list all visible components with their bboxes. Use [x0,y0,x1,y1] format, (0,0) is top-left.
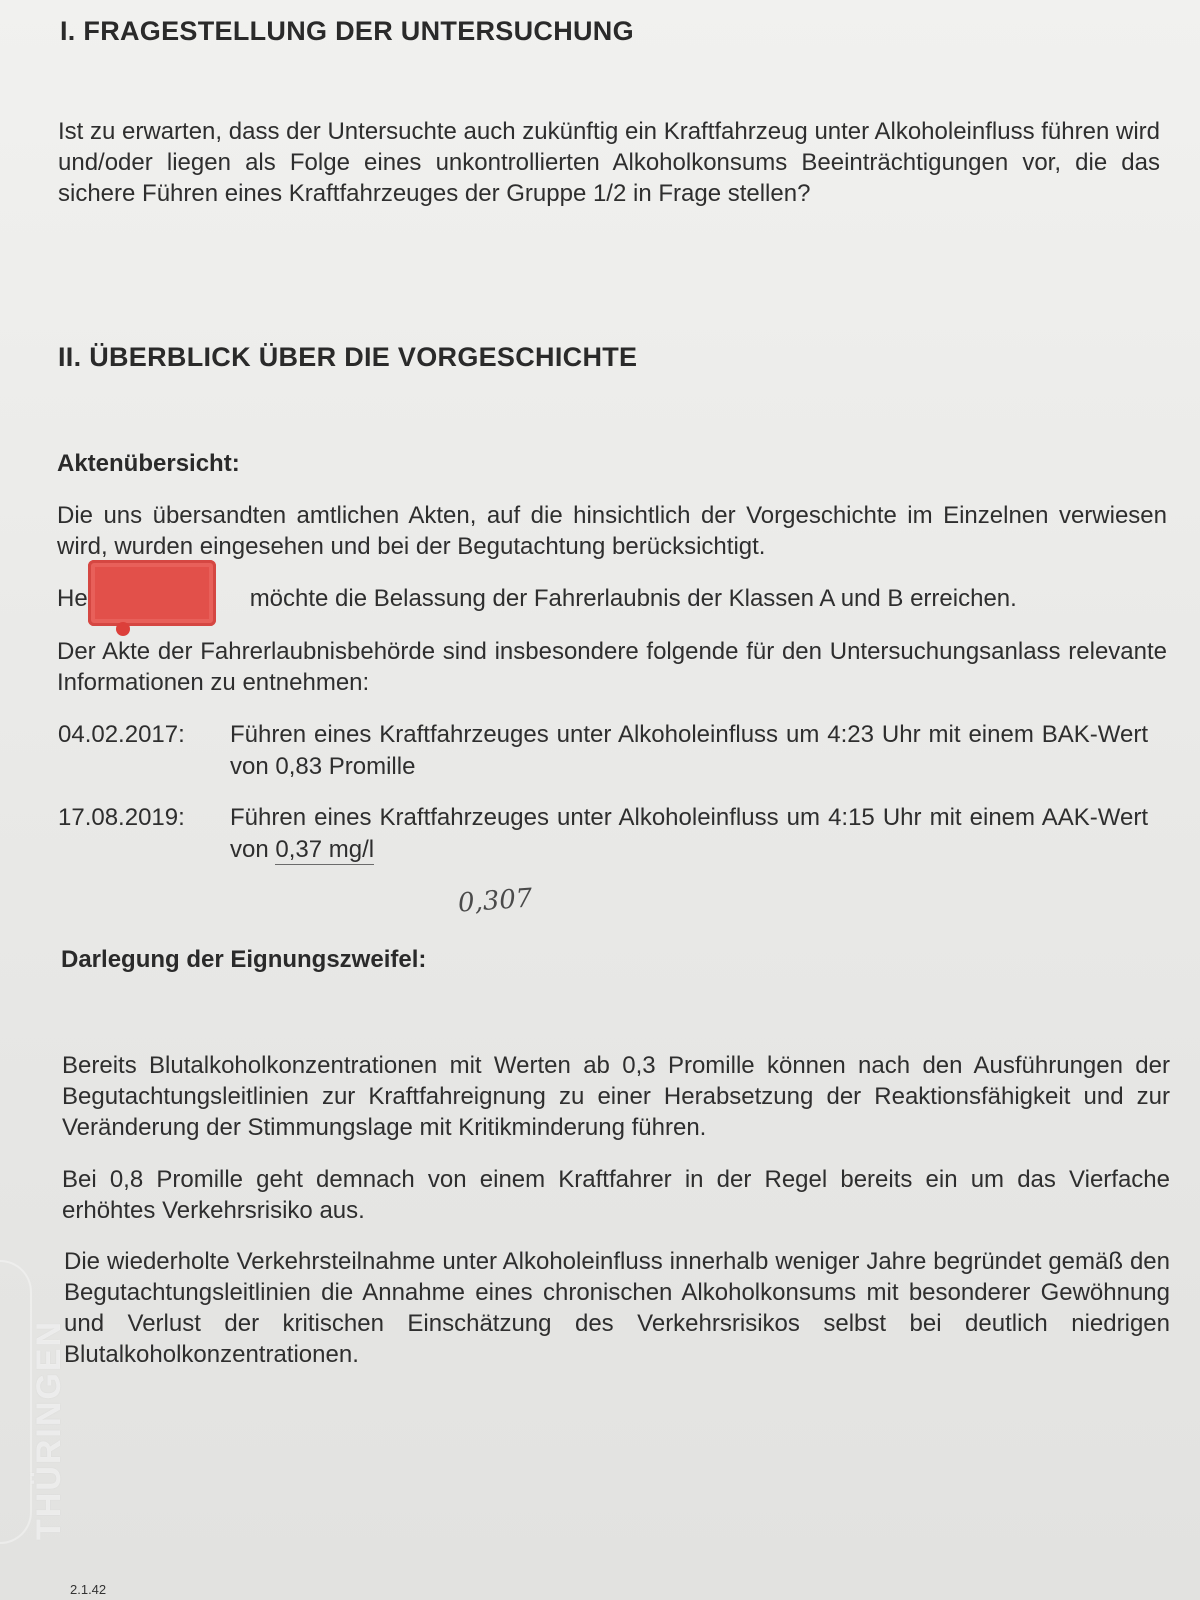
red-redaction-tape [88,560,216,626]
question-paragraph: Ist zu erwarten, dass der Untersuchte auch zukünftig ein Kraftfahrzeug unter Alkoholeinfluss führen wird und/oder liegen als Folge eines unkontrollierten Alkoholkonsums Beeinträchtigungen vor, die das sichere Führen eines Kraftfahrzeuges der Gruppe 1/2 in Frage stellen? [58,118,1160,207]
entry-text [230,802,1148,866]
entry-date: 04.02.2017: [58,721,185,748]
entry-date: 17.08.2019: [58,804,185,831]
section-heading-fragestellung: I. FRAGESTELLUNG DER UNTERSUCHUNG [60,16,634,46]
watermark-seal [0,1260,32,1544]
footer-code: 2.1.42 [70,1582,107,1597]
aak-value: 0,37 mg/l [275,836,375,863]
zweifel-paragraph: Bei 0,8 Promille geht demnach von einem Kraftfahrer in der Regel bereits ein um das Vierfache erhöhtes Verkehrsrisiko aus. [62,1166,1170,1224]
entry-row [58,802,1158,872]
redaction-tab-marker [116,622,130,636]
section-heading-vorgeschichte: II. ÜBERBLICK ÜBER DIE VORGESCHICHTE [58,342,638,372]
entry-text: Führen eines Kraftfahrzeuges unter Alkoholeinfluss um 4:23 Uhr mit einem BAK-Wert von 0,83 Promille [230,721,1148,780]
akten-title: Aktenübersicht: [57,450,240,477]
zweifel-paragraph: Bereits Blutalkoholkonzentrationen mit Werten ab 0,3 Promille können nach den Ausführungen der Begutachtungsleitlinien zur Kraftfahreignung zu einer Herabsetzung der Reaktionsfähigkeit und zur Veränderung der Stimmungslage mit Kritikminderung führen. [62,1052,1170,1141]
handwritten-note: 0,307 [457,883,534,919]
request-prefix: He [57,585,88,612]
watermark-text: THÜRINGEN [30,1319,68,1540]
request-line [57,583,1167,614]
request-text: möchte die Belassung der Fahrerlaubnis der Klassen A und B erreichen. [249,585,1017,612]
entry-text-prefix: Führen eines Kraftfahrzeuges unter Alkoholeinfluss um 4:15 Uhr mit einem AAK-Wert von [230,804,1148,863]
akten-paragraph: Die uns übersandten amtlichen Akten, auf die hinsichtlich der Vorgeschichte im Einzelnen verwiesen wird, wurden eingesehen und bei der Begutachtung berücksichtigt. [57,502,1167,560]
akte-intro-paragraph: Der Akte der Fahrerlaubnisbehörde sind insbesondere folgende für den Untersuchungsanlass relevante Informationen zu entnehmen: [57,638,1167,696]
entry-row [58,719,1158,789]
zweifel-paragraph: Die wiederholte Verkehrsteilnahme unter Alkoholeinfluss innerhalb weniger Jahre begründet gemäß den Begutachtungsleitlinien die Annahme eines chronischen Alkoholkonsums mit besonderer Gewöhnung und Verlust der kritischen Einschätzung des Verkehrsrisikos selbst bei deutlich niedrigen Blutalkoholkonzentrationen. [64,1248,1170,1368]
zweifel-title: Darlegung der Eignungszweifel: [61,946,427,973]
